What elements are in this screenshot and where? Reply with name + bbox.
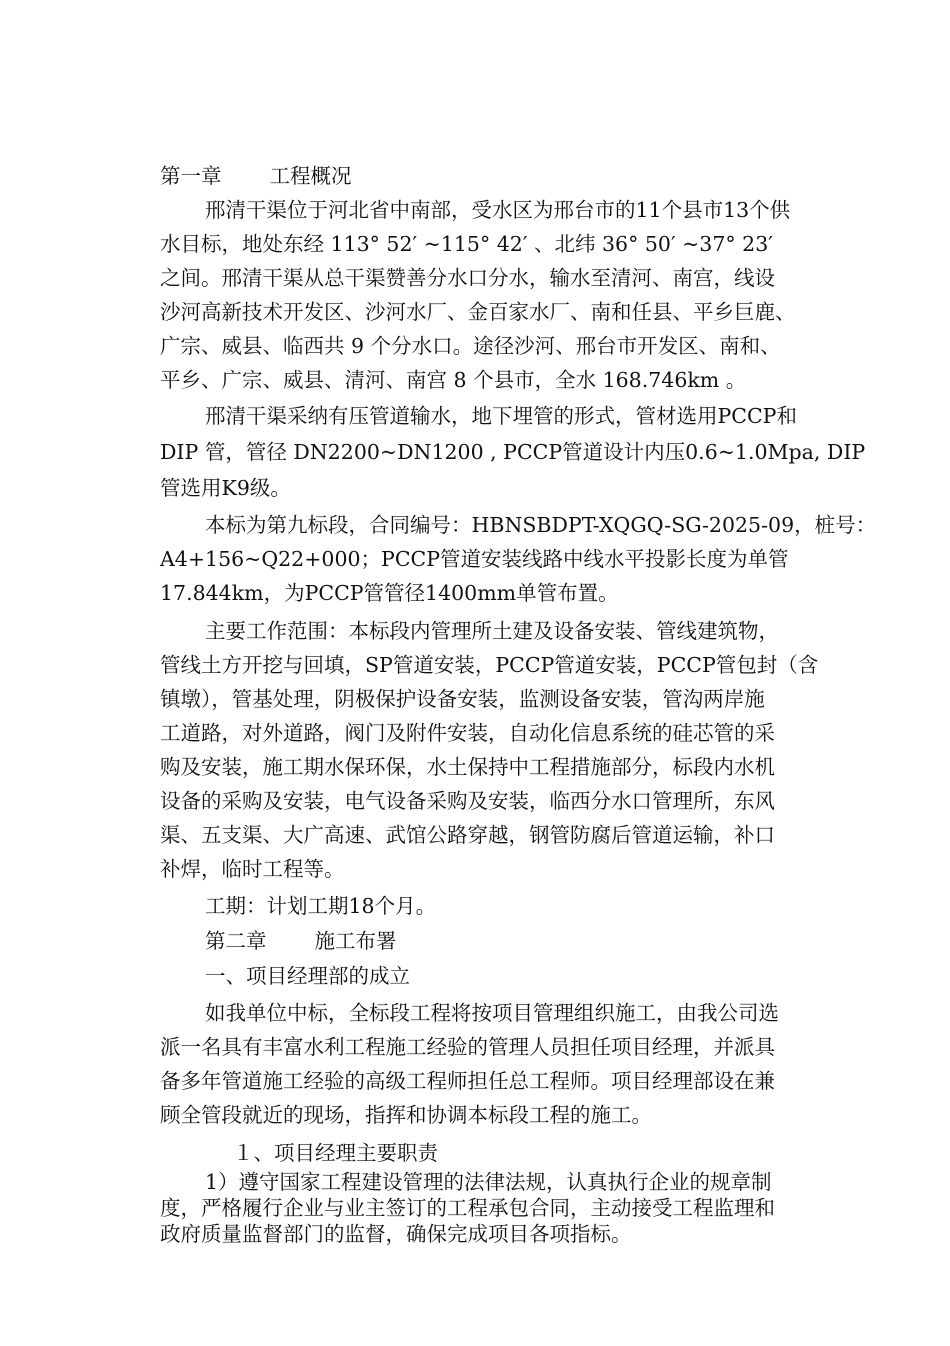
paragraph-line: 工道路，对外道路，阀门及附件安装，自动化信息系统的硅芯管的采 [160,721,775,745]
subsection-title: １、项目经理主要职责 [233,1141,438,1165]
paragraph-line: 工期：计划工期18个月。 [205,894,437,918]
paragraph-line: 广宗、威县、临西共 9 个分水口。途径沙河、邢台市开发区、南和、 [160,334,781,358]
chapter-title: 工程概况 [269,164,352,188]
paragraph-line: 渠、五支渠、大广高速、武馆公路穿越，钢管防腐后管道运输，补口 [160,823,775,847]
paragraph-line: 17.844km，为PCCP管管径1400mm单管布置。 [160,581,619,605]
paragraph-line: 派一名具有丰富水利工程施工经验的管理人员担任项目经理，并派具 [160,1035,775,1059]
paragraph-line: 顾全管段就近的现场，指挥和协调本标段工程的施工。 [160,1103,652,1127]
paragraph-line: 本标为第九标段，合同编号：HBNSBDPT-XQGQ-SG-2025-09，桩号： [205,513,877,537]
paragraph-line: 度，严格履行企业与业主签订的工程承包合同，主动接受工程监理和 [160,1196,775,1220]
chapter-heading [205,929,397,953]
chapter-number: 第一章 [160,164,222,188]
paragraph-line: 邢清干渠采纳有压管道输水，地下埋管的形式，管材选用PCCP和 [205,404,797,428]
paragraph-line: 之间。邢清干渠从总干渠赞善分水口分水，输水至清河、南宫，线设 [160,266,775,290]
paragraph-line: 主要工作范围：本标段内管理所土建及设备安装、管线建筑物， [205,619,779,643]
chapter-title: 施工布署 [314,929,397,953]
paragraph-line: 1）遵守国家工程建设管理的法律法规，认真执行企业的规章制 [205,1170,772,1194]
paragraph-line: 平乡、广宗、威县、清河、南宫 8 个县市，全水 168.746km 。 [160,368,747,392]
chapter-heading [160,164,352,188]
paragraph-line: A4+156~Q22+000；PCCP管道安装线路中线水平投影长度为单管 [160,547,789,571]
subsection-heading [205,1141,438,1165]
paragraph-line: 邢清干渠位于河北省中南部，受水区为邢台市的11个县市13个供 [205,198,791,222]
paragraph-line: 沙河高新技术开发区、沙河水厂、金百家水厂、南和任县、平乡巨鹿、 [160,300,796,324]
paragraph-line: DIP 管，管径 DN2200~DN1200 , PCCP管道设计内压0.6~1.0Mpa, DIP [160,440,866,464]
paragraph-line: 管线土方开挖与回填，SP管道安装，PCCP管道安装，PCCP管包封（含 [160,653,819,677]
paragraph-line: 镇墩），管基处理，阴极保护设备安装，监测设备安装，管沟两岸施 [160,687,765,711]
paragraph-line: 设备的采购及安装，电气设备采购及安装，临西分水口管理所，东风 [160,789,775,813]
chapter-number: 第二章 [205,929,267,953]
section-heading: 一、项目经理部的成立 [205,964,410,988]
paragraph-line: 水目标，地处东经 113° 52′ ~115° 42′ 、北纬 36° 50′ ~37° 23′ [160,232,773,256]
paragraph-line: 购及安装，施工期水保环保，水土保持中工程措施部分，标段内水机 [160,755,775,779]
paragraph-line: 管选用K9级。 [160,476,291,500]
paragraph-line: 备多年管道施工经验的高级工程师担任总工程师。项目经理部设在兼 [160,1069,775,1093]
paragraph-line: 补焊，临时工程等。 [160,857,345,881]
paragraph-line: 如我单位中标，全标段工程将按项目管理组织施工，由我公司选 [205,1001,779,1025]
paragraph-line: 政府质量监督部门的监督，确保完成项目各项指标。 [160,1222,632,1246]
